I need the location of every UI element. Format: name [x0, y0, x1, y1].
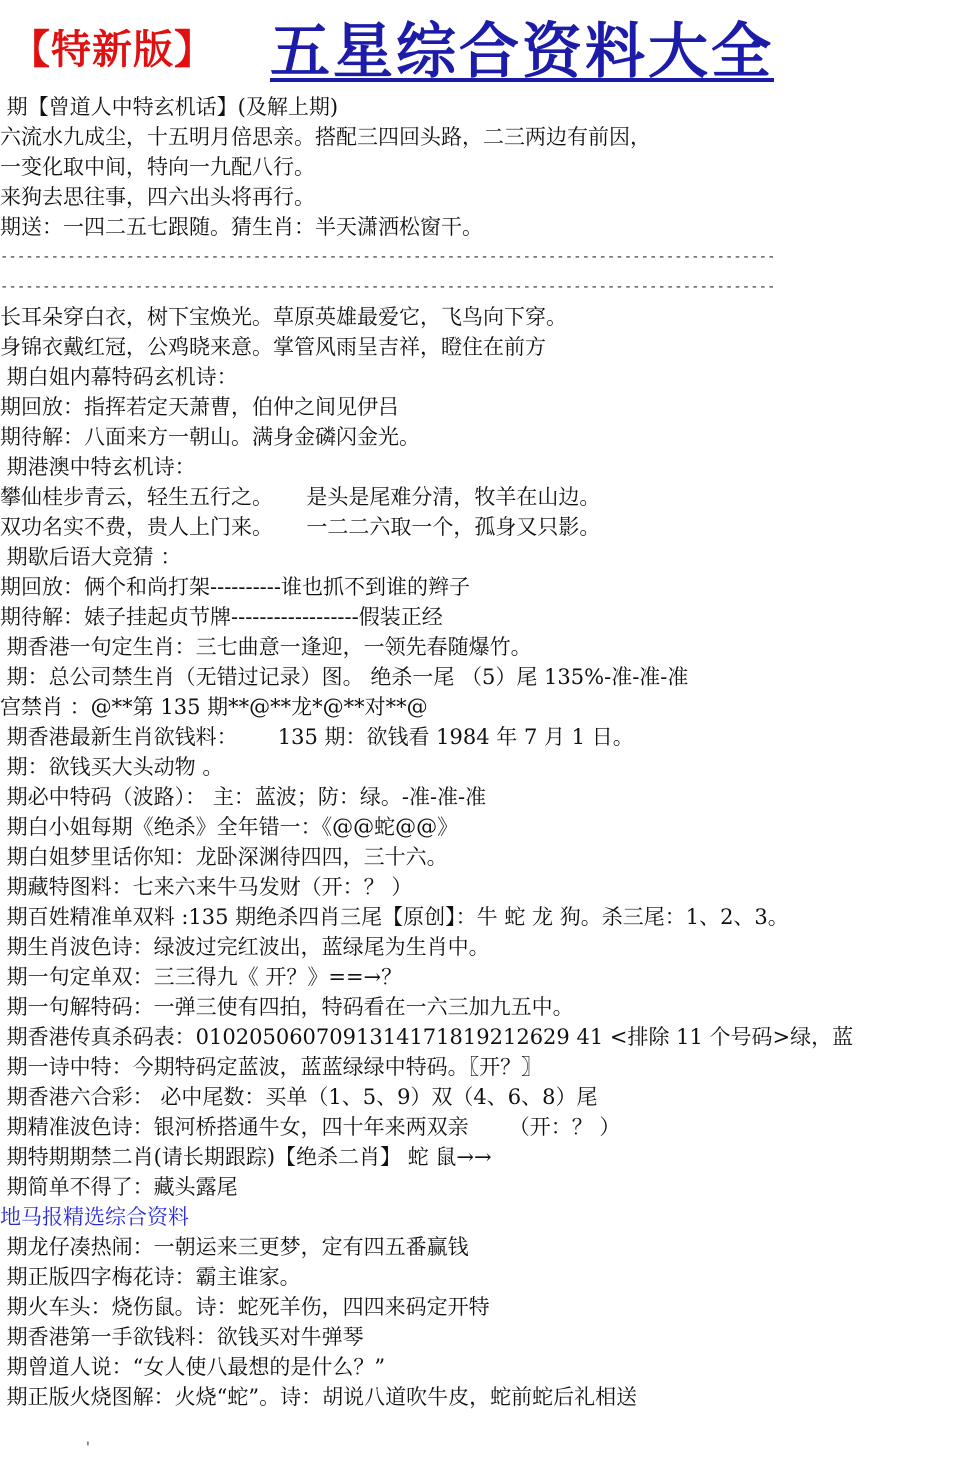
- content-line: 期白小姐每期《绝杀》全年错一：《@@蛇@@》: [0, 815, 459, 839]
- content-line: 一变化取中间，特向一九配八行。: [0, 155, 315, 179]
- content-line: 期回放：指挥若定天萧曹，伯仲之间见伊吕: [0, 395, 399, 419]
- content-line: 期龙仔凑热闹：一朝运来三更梦，定有四五番赢钱: [0, 1235, 469, 1259]
- content-line: 期：欲钱买大头动物 。: [0, 755, 224, 779]
- content-line: 身锦衣戴红冠，公鸡晓来意。掌管风雨呈吉祥，瞪住在前方: [0, 335, 546, 359]
- content-line: 期一句定单双：三三得九《 开？》==→？: [0, 965, 403, 989]
- content-line: 期百姓精准单双料 :135 期绝杀四肖三尾【原创】：牛 蛇 龙 狗。杀三尾：1、2、3。: [0, 905, 789, 929]
- content-line: 期正版火烧图解：火烧“蛇”。诗：胡说八道吹牛皮，蛇前蛇后礼相送: [0, 1385, 638, 1409]
- content-line: 期白姐梦里话你知：龙卧深渊待四四，三十六。: [0, 845, 448, 869]
- page-header: [0, 0, 960, 92]
- content-line: 期简单不得了：藏头露尾: [0, 1175, 238, 1199]
- content-line: --------------------------------------------------------------------------------------------: [0, 249, 776, 265]
- content-line: 六流水九成尘，十五明月倍思亲。搭配三四回头路，二三两边有前因，: [0, 125, 651, 149]
- content-line: 期一句解特码：一弹三使有四拍，特码看在一六三加九五中。: [0, 995, 574, 1019]
- content-line: 期生肖波色诗：绿波过完红波出，蓝绿尾为生肖中。: [0, 935, 490, 959]
- edition-badge: 【特新版】: [10, 27, 215, 73]
- content-line: 期特期期禁二肖(请长期跟踪)【绝杀二肖】 蛇 鼠→→: [0, 1145, 492, 1169]
- content-line: 期白姐内幕特码玄机诗：: [0, 365, 238, 389]
- content-line: 期【曾道人中特玄机话】(及解上期): [0, 95, 339, 119]
- page-title: 五星综合资料大全: [270, 17, 774, 87]
- content-line: 来狗去思往事，四六出头将再行。: [0, 185, 315, 209]
- content-line: 期香港第一手欲钱料：欲钱买对牛弹琴: [0, 1325, 364, 1349]
- content-line: 攀仙桂步青云，轻生五行之。 是头是尾难分清，牧羊在山边。: [0, 485, 601, 509]
- content-line: 宫禁肖 ：@**第 135 期**@**龙*@**对**@: [0, 695, 428, 719]
- content-line: 期待解：婊子挂起贞节牌------------------假装正经: [0, 605, 443, 629]
- content-line: 期香港六合彩： 必中尾数：买单（1、5、9）双（4、6、8）尾: [0, 1085, 598, 1109]
- content-line: 期待解：八面来方一朝山。满身金磷闪金光。: [0, 425, 420, 449]
- content-line: 期火车头：烧伤鼠。诗：蛇死羊伤，四四来码定开特: [0, 1295, 490, 1319]
- content-line: 期精准波色诗：银河桥搭通牛女，四十年来两双亲 （开：？ ）: [0, 1115, 621, 1139]
- content-line: 期正版四字梅花诗：霸主谁家。: [0, 1265, 301, 1289]
- content-line: 长耳朵穿白衣，树下宝焕光。草原英雄最爱它，飞鸟向下穿。: [0, 305, 567, 329]
- content-line: 期香港一句定生肖：三七曲意一逢迎，一领先春随爆竹。: [0, 635, 532, 659]
- content-line: 期必中特码（波路）： 主：蓝波；防：绿。-准-准-准: [0, 785, 487, 809]
- content-line: 期：总公司禁生肖（无错过记录）图。 绝杀一尾 （5）尾 135%-准-准-准: [0, 665, 689, 689]
- content-line: 期回放：俩个和尚打架----------谁也抓不到谁的辫子: [0, 575, 470, 599]
- content-line: 期曾道人说：“女人使八最想的是什么？”: [0, 1355, 386, 1379]
- content-line: 期香港传真杀码表：0102050607091314171819212629 41 <排除 11 个号码>绿，蓝: [0, 1025, 854, 1049]
- content-line: 期一诗中特：今期特码定蓝波，蓝蓝绿绿中特码。〖开？〗: [0, 1055, 543, 1079]
- content-line: 期送：一四二五七跟随。猜生肖：半天潇洒松窗干。: [0, 215, 483, 239]
- content-line: 期香港最新生肖欲钱料： 135 期：欲钱看 1984 年 7 月 1 日。: [0, 725, 634, 749]
- footer-mark: ': [86, 1440, 90, 1456]
- content-line: 期港澳中特玄机诗：: [0, 455, 196, 479]
- content-line: 期藏特图料：七来六来牛马发财（开：？ ）: [0, 875, 413, 899]
- content-line: --------------------------------------------------------------------------------------------: [0, 279, 776, 295]
- content-line: 期歇后语大竞猜 ：: [0, 545, 182, 569]
- section-heading: 地马报精选综合资料: [0, 1205, 189, 1229]
- content-line: 双功名实不费，贵人上门来。 一二二六取一个，孤身又只影。: [0, 515, 601, 539]
